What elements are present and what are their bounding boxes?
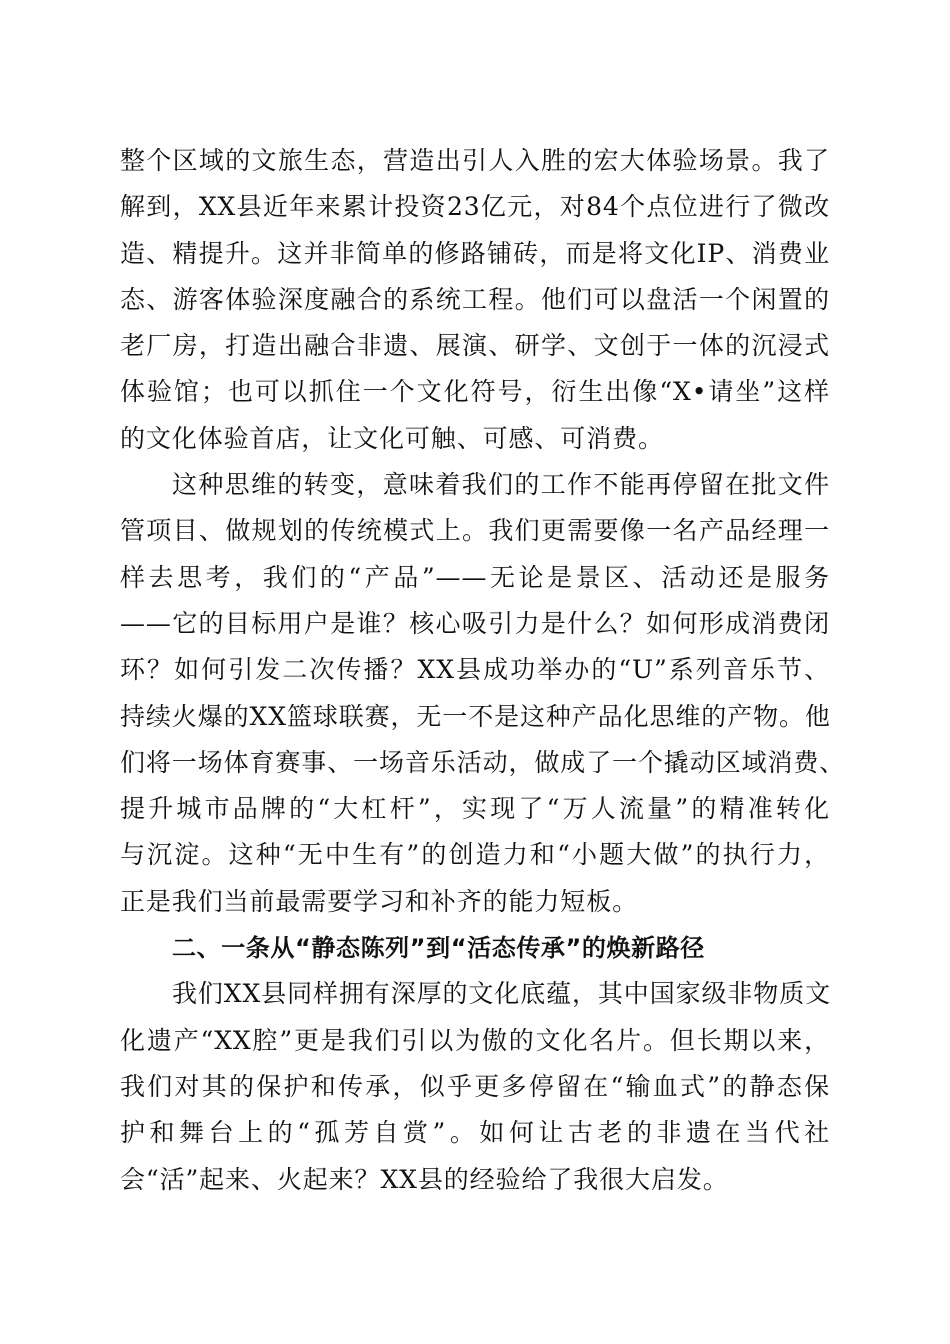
text-line: 持续火爆的XX篮球联赛，无一不是这种产品化思维的产物。他 xyxy=(120,701,831,731)
text-line: 会“活”起来、火起来？XX县的经验给了我很大启发。 xyxy=(120,1164,729,1194)
text-line: 造、精提升。这并非简单的修路铺砖，而是将文化IP、消费业 xyxy=(120,238,830,268)
text-line: 样去思考，我们的“产品”——无论是景区、活动还是服务 xyxy=(120,562,830,592)
text-line: 老厂房，打造出融合非遗、展演、研学、文创于一体的沉浸式 xyxy=(120,331,830,361)
section-heading: 二、一条从“静态陈列”到“活态传承”的焕新路径 xyxy=(172,934,705,963)
paragraph-3 xyxy=(120,971,830,1202)
text-line: ——它的目标用户是谁？核心吸引力是什么？如何形成消费闭 xyxy=(120,608,830,638)
text-line: 化遗产“XX腔”更是我们引以为傲的文化名片。但长期以来， xyxy=(120,1025,830,1055)
text-line: 们将一场体育赛事、一场音乐活动，做成了一个撬动区域消费、 xyxy=(120,747,846,777)
text-line: 环？如何引发二次传播？XX县成功举办的“U”系列音乐节、 xyxy=(120,655,830,685)
text-line: 整个区域的文旅生态，营造出引人入胜的宏大体验场景。我了 xyxy=(120,146,830,175)
text-line: 态、游客体验深度融合的系统工程。他们可以盘活一个闲置的 xyxy=(120,284,830,314)
text-line: 我们对其的保护和传承，似乎更多停留在“输血式”的静态保 xyxy=(120,1071,830,1101)
text-line: 我们XX县同样拥有深厚的文化底蕴，其中国家级非物质文 xyxy=(172,979,831,1009)
text-line: 提升城市品牌的“大杠杆”，实现了“万人流量”的精准转化 xyxy=(120,794,830,824)
text-line: 的文化体验首店，让文化可触、可感、可消费。 xyxy=(120,423,664,453)
paragraph-2 xyxy=(120,462,846,925)
text-line: 解到，XX县近年来累计投资23亿元，对84个点位进行了微改 xyxy=(120,192,830,222)
text-line: 管项目、做规划的传统模式上。我们更需要像一名产品经理一 xyxy=(120,516,830,546)
text-line: 与沉淀。这种“无中生有”的创造力和“小题大做”的执行力， xyxy=(120,840,830,870)
text-line: 体验馆；也可以抓住一个文化符号，衍生出像“X•请坐”这样 xyxy=(120,377,830,407)
text-line: 护和舞台上的“孤芳自赏”。如何让古老的非遗在当代社 xyxy=(120,1118,830,1148)
document-page xyxy=(120,138,846,1203)
paragraph-1 xyxy=(120,138,830,462)
text-line: 这种思维的转变，意味着我们的工作不能再停留在批文件 xyxy=(172,470,830,500)
text-line: 正是我们当前最需要学习和补齐的能力短板。 xyxy=(120,886,639,916)
